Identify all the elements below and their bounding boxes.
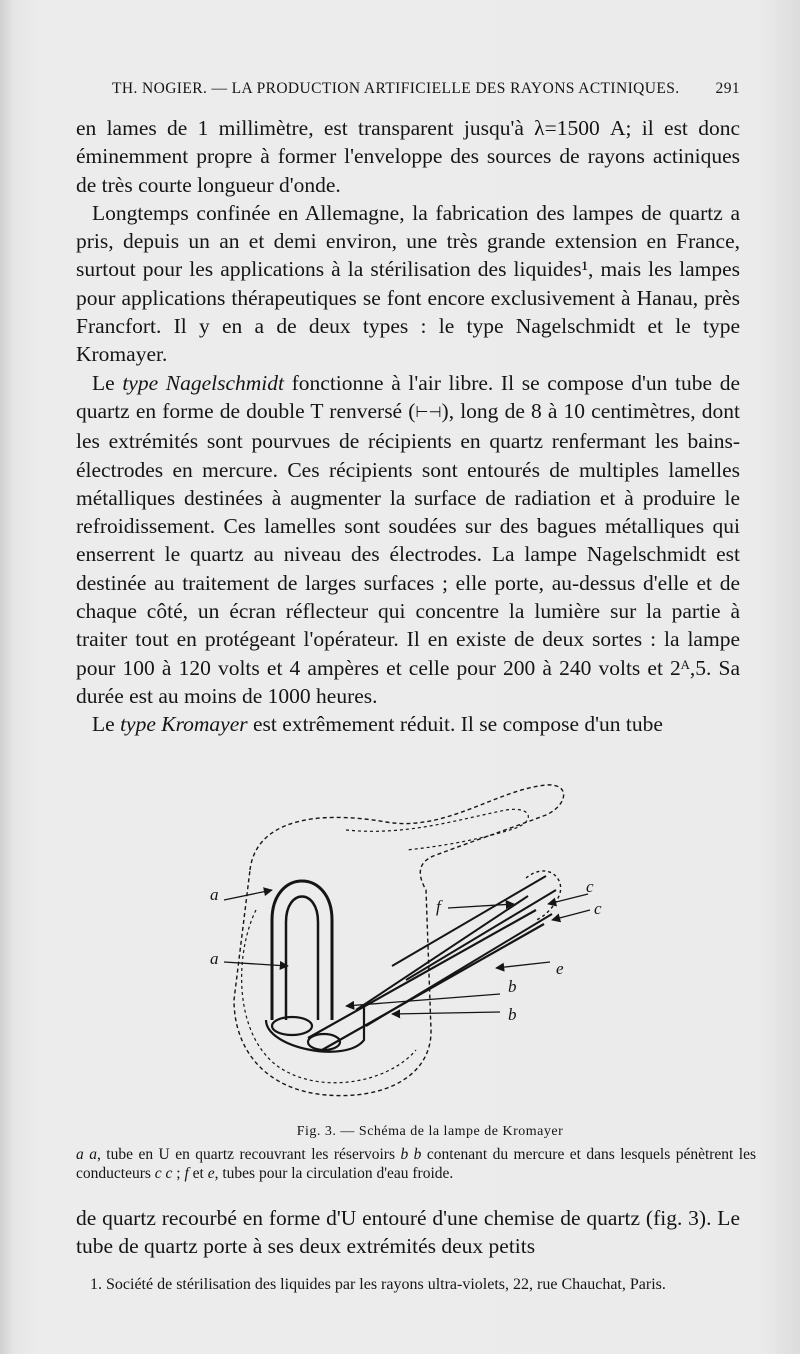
footnote: 1. Société de stérilisation des liquides par les rayons ultra-violets, 22, rue Chauchat, Paris. <box>90 1276 666 1293</box>
paragraph-3 <box>76 369 740 711</box>
caption-part: et <box>188 1165 208 1182</box>
paragraph-4-text: est extrêmement réduit. Il se compose d'un tube <box>247 712 663 737</box>
caption-part: c c <box>154 1165 173 1182</box>
page-number: 291 <box>715 80 740 97</box>
arrow-b-upper <box>346 994 500 1006</box>
jacket-lower-curve <box>242 910 416 1083</box>
arrow-a-bottom <box>224 962 288 966</box>
main-text <box>76 114 740 739</box>
label-f: f <box>436 897 441 916</box>
arrow-c-upper <box>548 894 588 904</box>
kromayer-lamp-figure <box>196 780 616 1120</box>
jacket-inner-loop <box>346 809 528 850</box>
u-tube-outer <box>272 881 332 1020</box>
continuation-text <box>76 1204 740 1261</box>
paragraph-3-text-a: fonctionne à l'air libre. Il se compose d'un tube de quartz en forme de double T renversé ( <box>76 370 740 423</box>
paragraph-4-term: type Kromayer <box>120 712 248 737</box>
u-tube-inner <box>286 897 318 1021</box>
caption-part: , tubes pour la circulation d'eau froide. <box>214 1165 454 1182</box>
figure-caption-title: Fig. 3. — Schéma de la lampe de Kromayer <box>296 1124 564 1139</box>
conductor-tube-4 <box>366 914 552 1026</box>
arrow-f <box>448 904 514 908</box>
figure-caption-body <box>76 1145 756 1183</box>
label-a-top: a <box>210 885 219 904</box>
paragraph-3-term: type Nagelschmidt <box>122 370 284 395</box>
paragraph-4 <box>76 710 740 738</box>
paragraph-continuation: de quartz recourbé en forme d'U entouré d'une chemise de quartz (fig. 3). Le tube de quartz porte à ses deux extrémités deux petits <box>76 1206 740 1259</box>
label-e: e <box>556 959 564 978</box>
caption-part: , tube en U en quartz recouvrant les réservoirs <box>96 1146 401 1163</box>
conductor-tube-1 <box>308 910 536 1038</box>
label-c-upper: c <box>586 877 594 896</box>
caption-part: b b <box>400 1146 422 1163</box>
label-c-lower: c <box>594 899 602 918</box>
conductor-tube-3 <box>356 896 528 1010</box>
caption-part: contenant du mercure et dans lesquels pénètrent les conducteurs <box>76 1146 757 1182</box>
reservoir-b-left <box>272 1017 312 1035</box>
caption-part: a a <box>76 1146 97 1163</box>
running-title: TH. NOGIER. — LA PRODUCTION ARTIFICIELLE DES RAYONS ACTINIQUES. <box>112 80 680 97</box>
running-head <box>112 80 740 98</box>
arrow-b-lower <box>392 1012 500 1014</box>
label-a-bottom: a <box>210 949 219 968</box>
arrow-a-top <box>224 890 272 900</box>
arrow-e <box>496 962 550 968</box>
caption-part: ; <box>172 1165 185 1182</box>
paragraph-2: Longtemps confinée en Allemagne, la fabrication des lampes de quartz a pris, depuis un an et demi environ, une très grande extension en France, surtout pour les applications à la stérilisation des liquides¹, mais les lampes pour applications thérapeutiques se font encore exclusivement à Hanau, près Francfort. Il y en a de deux types : le type Nagelschmidt et le type Kromayer. <box>76 200 740 367</box>
water-tube-f <box>392 876 546 966</box>
water-tube-e <box>406 890 556 980</box>
label-b-upper: b <box>508 977 517 996</box>
reservoir-housing <box>266 1006 364 1052</box>
paragraph-3-lead: Le <box>92 370 123 395</box>
double-t-glyph: ⊢⊣ <box>415 404 442 421</box>
paragraph-4-lead: Le <box>92 712 121 737</box>
paragraph-1: en lames de 1 millimètre, est transparent jusqu'à λ=1500 A; il est donc éminemment propre à former l'enveloppe des sources de rayons actiniques de très courte longueur d'onde. <box>76 116 740 197</box>
caption-part: e <box>207 1165 215 1182</box>
arrow-c-lower <box>552 910 590 920</box>
kromayer-lamp-diagram <box>196 780 616 1120</box>
caption-part: f <box>184 1165 189 1182</box>
label-b-lower: b <box>508 1005 517 1024</box>
paragraph-3-text-b: ), long de 8 à 10 centimètres, dont les extrémités sont pourvues de récipients en quartz renfermant les bains-électrodes en mercure. Ces récipients sont entourés de multiples lamelles métalliques destinées à augmenter la surface de radiation et à produire le refroidissement. Ces lamelles sont soudées sur des bagues métalliques qui enserrent le quartz au niveau des électrodes. La lampe Nagelschmidt est destinée au traitement de larges surfaces ; elle porte, au-dessus d'elle et de chaque côté, un écran réflecteur qui concentre la lumière sur la partie à traiter tout en protégeant l'opérateur. Il en existe de deux sortes : la lampe pour 100 à 120 volts et 4 ampères et celle pour 200 à 240 volts et 2ᴬ,5. Sa durée est au moins de 1000 heures. <box>76 398 740 708</box>
